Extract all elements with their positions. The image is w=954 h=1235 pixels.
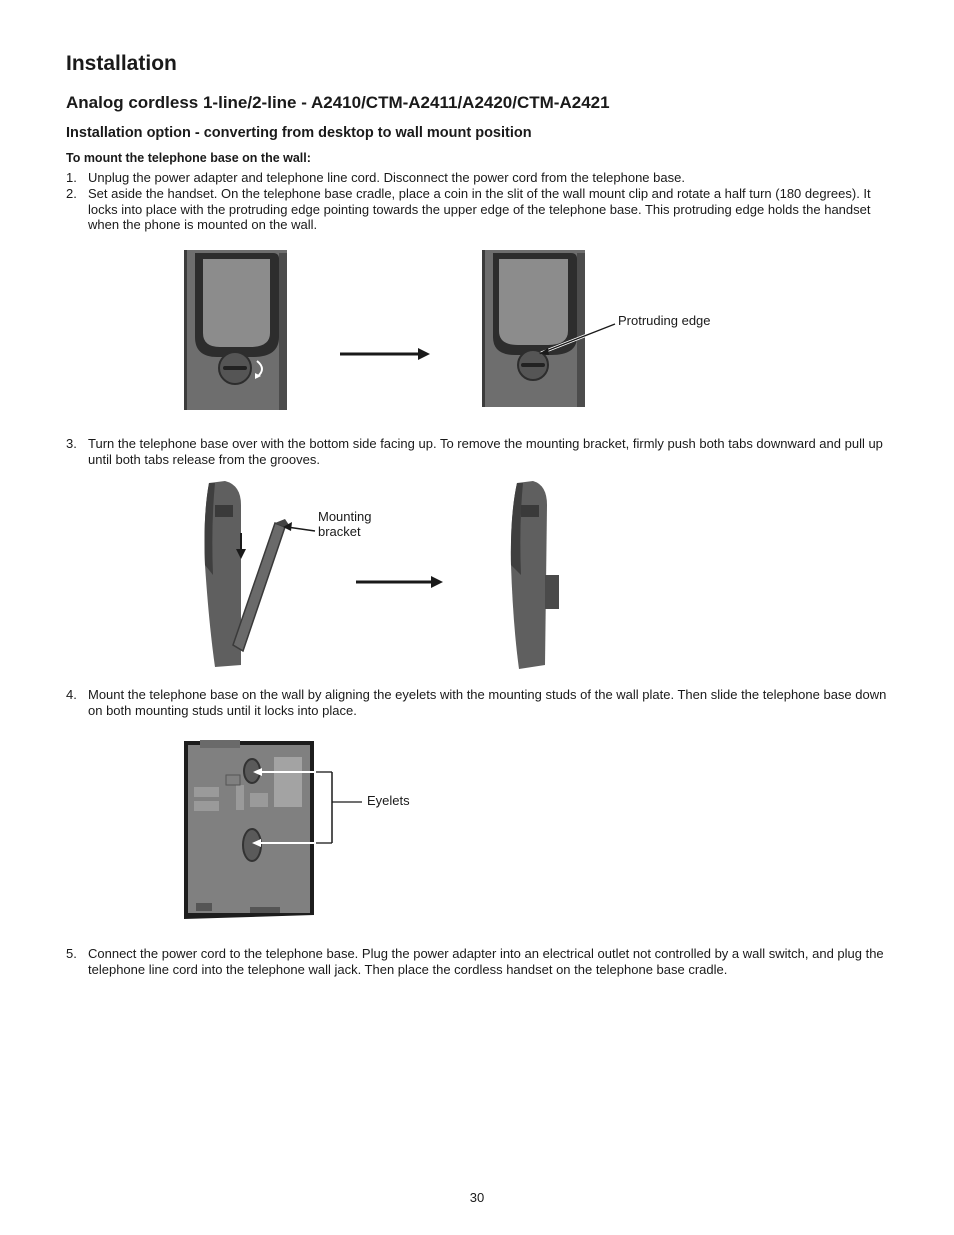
telephone-base-with-bracket <box>205 481 316 667</box>
page-number: 30 <box>469 1190 485 1205</box>
instruction-heading: To mount the telephone base on the wall: <box>66 151 311 165</box>
step-3 <box>66 436 888 467</box>
label-protruding-edge: Protruding edge <box>618 313 711 328</box>
figure-wall-mount-clip <box>175 245 735 415</box>
figure-mounting-bracket <box>195 475 575 675</box>
arrow-right-icon <box>340 348 430 360</box>
arrow-right-icon <box>356 576 443 588</box>
step-text: Connect the power cord to the telephone base. Plug the power adapter into an electrical outlet not controlled by a wall switch, and plug the telephone line cord into the telephone wall jack. Then place the cordless handset on the telephone base cradle. <box>88 946 884 977</box>
section-heading: Installation option - converting from desktop to wall mount position <box>66 125 532 141</box>
label-mounting-bracket: Mounting bracket <box>318 509 372 539</box>
step-text: Set aside the handset. On the telephone base cradle, place a coin in the slit of the wall mount clip and rotate a half turn (180 degrees). It locks into place with the protruding edge pointing towards the upper edge of the telephone base. This protruding edge holds the handset when the phone is mounted on the wall. <box>88 186 871 232</box>
telephone-base-after <box>482 250 615 407</box>
step-number: 2. <box>66 186 77 201</box>
telephone-base-underside <box>184 740 314 919</box>
telephone-base-without-bracket <box>511 481 559 669</box>
figure-eyelets <box>180 735 380 925</box>
step-number: 5. <box>66 946 77 961</box>
step-number: 4. <box>66 687 77 702</box>
step-number: 1. <box>66 170 77 185</box>
eyelets-bracket-callout <box>316 772 362 843</box>
step-number: 3. <box>66 436 77 451</box>
page-title: Installation <box>66 52 177 75</box>
step-text: Unplug the power adapter and telephone line cord. Disconnect the power cord from the telephone base. <box>88 170 685 185</box>
telephone-base-before <box>184 250 287 410</box>
step-4 <box>66 687 888 718</box>
step-text: Mount the telephone base on the wall by aligning the eyelets with the mounting studs of the wall plate. Then slide the telephone base down on both mounting studs until it locks into place. <box>88 687 887 718</box>
label-eyelets: Eyelets <box>367 793 410 808</box>
step-5 <box>66 946 888 977</box>
step-text: Turn the telephone base over with the bottom side facing up. To remove the mounting bracket, firmly push both tabs downward and pull up until both tabs release from the grooves. <box>88 436 883 467</box>
product-subtitle: Analog cordless 1-line/2-line - A2410/CTM-A2411/A2420/CTM-A2421 <box>66 93 610 112</box>
step-1 <box>66 170 888 186</box>
step-2 <box>66 186 888 233</box>
